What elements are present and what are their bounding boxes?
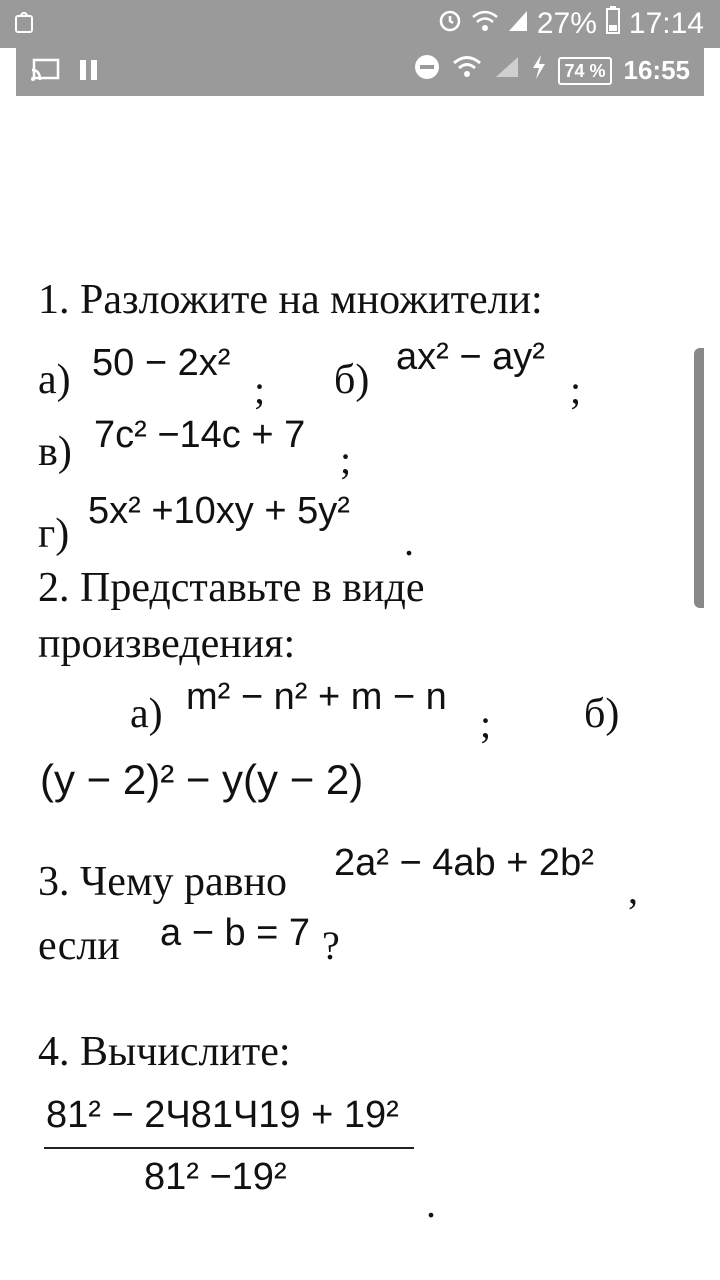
task1-v-expression bbox=[94, 414, 305, 457]
task2-title-line1: 2. Представьте в виде bbox=[38, 565, 425, 611]
inner-time: 16:55 bbox=[623, 55, 690, 85]
task3-question: ? bbox=[322, 923, 340, 968]
task1-v-label: в) bbox=[38, 429, 72, 475]
task2-b-label: б) bbox=[584, 691, 620, 737]
task1-b-expression bbox=[396, 336, 545, 379]
task1-a-label: а) bbox=[38, 357, 71, 403]
task4-numerator-text: 81² − 2Ч81Ч19 + 19² bbox=[46, 1094, 399, 1136]
task3-expression bbox=[334, 842, 594, 885]
task2-a-expr: m² − n² + m − n bbox=[186, 676, 447, 718]
task3-cond: a − b = 7 bbox=[160, 912, 311, 954]
task1-a-separator: ; bbox=[254, 367, 266, 412]
task1-g-expr: 5x² +10xy + 5y² bbox=[88, 490, 350, 532]
task1-end: . bbox=[404, 519, 414, 564]
task2-b-expression bbox=[40, 756, 363, 804]
task2-a-expression bbox=[186, 676, 447, 719]
task2-title-line2: произведения: bbox=[38, 621, 296, 667]
task2-a-separator: ; bbox=[480, 701, 492, 746]
task4-denominator-text: 81² −19² bbox=[144, 1156, 287, 1198]
outer-time: 17:14 bbox=[628, 7, 704, 40]
task3-if-word: если bbox=[38, 923, 120, 969]
task1-title: 1. Разложите на множители: bbox=[38, 277, 543, 323]
fraction-bar bbox=[44, 1147, 414, 1149]
task4-numerator bbox=[46, 1094, 399, 1137]
task1-g-expression bbox=[88, 490, 350, 533]
task2-a-label: а) bbox=[130, 691, 163, 737]
task3-expr: 2a² − 4ab + 2b² bbox=[334, 842, 594, 884]
outer-battery-percent: 27% bbox=[536, 7, 597, 40]
task3-title: 3. Чему равно bbox=[38, 859, 287, 905]
task3-comma: , bbox=[628, 867, 638, 912]
task4-title: 4. Вычислите: bbox=[38, 1029, 291, 1075]
task2-b-expr: (y − 2)² − y(y − 2) bbox=[40, 756, 364, 803]
task1-v-separator: ; bbox=[340, 437, 352, 482]
task1-g-label: г) bbox=[38, 511, 70, 557]
task3-condition bbox=[160, 912, 310, 955]
inner-battery-percent: 74 % bbox=[558, 57, 611, 85]
task1-b-separator: ; bbox=[570, 367, 582, 412]
task4-end: . bbox=[426, 1181, 436, 1226]
task1-b-expr: ax² − ay² bbox=[396, 336, 545, 378]
task1-a-expr: 50 − 2x² bbox=[92, 342, 231, 384]
task1-a-expression bbox=[92, 342, 230, 385]
task1-v-expr: 7c² −14c + 7 bbox=[94, 414, 306, 456]
task4-denominator bbox=[144, 1156, 287, 1199]
task1-b-label: б) bbox=[334, 357, 370, 403]
